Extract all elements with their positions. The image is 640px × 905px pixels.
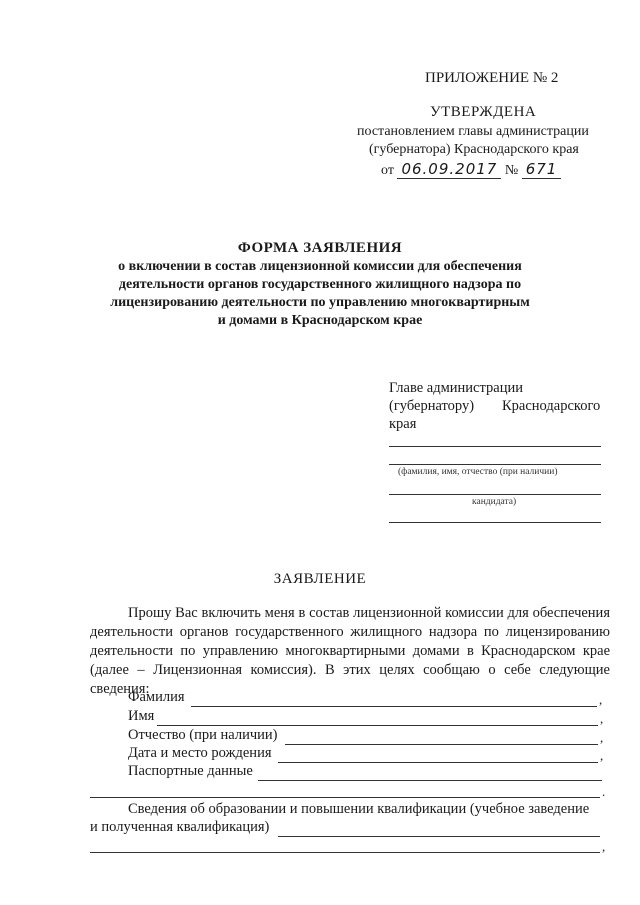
decree-date: 06.09.2017 bbox=[397, 160, 501, 179]
addressee-caption-2: кандидата) bbox=[472, 497, 517, 507]
field-label-surname: Фамилия bbox=[128, 689, 185, 705]
appendix-label: ПРИЛОЖЕНИЕ № 2 bbox=[425, 70, 559, 86]
form-title: ФОРМА ЗАЯВЛЕНИЯ bbox=[237, 240, 403, 256]
field-comma: , bbox=[599, 692, 603, 707]
field-line-passport-cont bbox=[90, 797, 600, 798]
field-label-name: Имя bbox=[128, 708, 155, 724]
field-line-name bbox=[157, 725, 598, 726]
statement-body-text: Прошу Вас включить меня в состав лицензионной комиссии для обеспечения деятельности органов государственного жилищного надзора по лицензированию деятельности по управлению многоквартирными домами в Краснодарском крае (далее – Лицензионная комиссия). В этих целях сообщаю о себе следующие сведения: bbox=[90, 605, 610, 697]
form-subtitle-line: деятельности органов государственного жилищного надзора по bbox=[118, 277, 522, 292]
education-line bbox=[278, 836, 600, 837]
addressee-line-2a: (губернатору) bbox=[389, 398, 475, 414]
addressee-name-line bbox=[389, 494, 601, 495]
field-label-birth: Дата и место рождения bbox=[128, 745, 272, 761]
education-label-1: Сведения об образовании и повышении квалификации (учебное заведение bbox=[128, 801, 590, 817]
decree-date-line bbox=[381, 160, 561, 179]
approved-label: УТВЕРЖДЕНА bbox=[430, 104, 537, 120]
field-comma: , bbox=[600, 730, 604, 745]
addressee-caption-1: (фамилия, имя, отчество (при наличии) bbox=[398, 467, 558, 477]
number-prefix: № bbox=[504, 163, 519, 178]
addressee-line-2b: Краснодарского bbox=[502, 398, 601, 414]
statement-heading: ЗАЯВЛЕНИЕ bbox=[273, 571, 367, 587]
form-subtitle-line: и домами в Краснодарском крае bbox=[217, 313, 423, 328]
field-line-patronymic bbox=[285, 744, 598, 745]
addressee-name-line bbox=[389, 522, 601, 523]
field-comma: , bbox=[600, 748, 604, 763]
decree-line-1: постановлением главы администрации bbox=[357, 124, 589, 139]
education-line-cont bbox=[90, 852, 600, 853]
field-line-passport bbox=[258, 780, 602, 781]
decree-number: 671 bbox=[522, 160, 562, 179]
field-label-passport: Паспортные данные bbox=[128, 763, 253, 779]
addressee-line-3: края bbox=[389, 416, 417, 432]
addressee-name-line bbox=[389, 464, 601, 465]
education-label-2: и полученная квалификация) bbox=[90, 819, 270, 835]
date-prefix: от bbox=[381, 163, 394, 178]
field-period: . bbox=[602, 784, 606, 799]
field-line-surname bbox=[191, 706, 597, 707]
form-subtitle-line: лицензированию деятельности по управлению многоквартирным bbox=[110, 295, 530, 310]
field-label-patronymic: Отчество (при наличии) bbox=[128, 727, 278, 743]
field-line-birth bbox=[278, 762, 598, 763]
addressee-name-line bbox=[389, 446, 601, 447]
field-comma: , bbox=[602, 839, 606, 854]
form-subtitle-line: о включении в состав лицензионной комиссии для обеспечения bbox=[118, 259, 522, 274]
decree-line-2: (губернатора) Краснодарского края bbox=[369, 142, 579, 157]
addressee-line-1: Главе администрации bbox=[389, 380, 523, 396]
statement-body bbox=[90, 604, 610, 699]
field-comma: , bbox=[600, 711, 604, 726]
